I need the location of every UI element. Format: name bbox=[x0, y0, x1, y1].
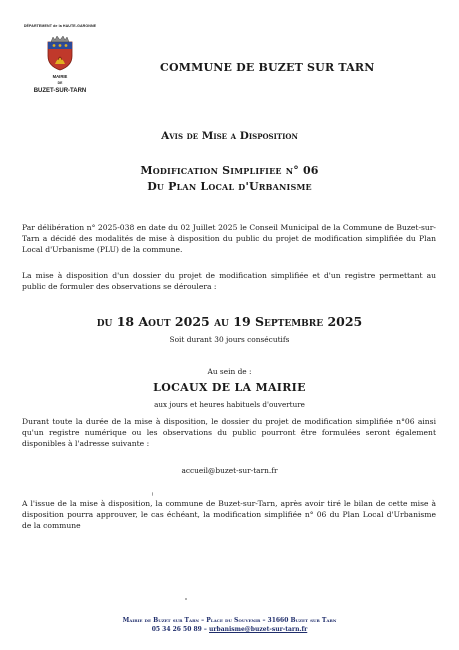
scan-speck bbox=[185, 598, 187, 600]
commune-title: COMMUNE DE BUZET SUR TARN bbox=[160, 61, 375, 74]
footer-address-text: Mairie de Buzet sur Tarn – Place du Souvenir – 31660 Buzet sur Tarn bbox=[122, 617, 337, 624]
location-title: LOCAUX DE LA MAIRIE bbox=[153, 381, 306, 394]
footer-phone: 05 34 26 50 89 – bbox=[151, 626, 210, 633]
de-label: DE bbox=[57, 81, 63, 85]
notice-title: Avis de Mise a Disposition bbox=[161, 130, 298, 142]
scan-speck bbox=[152, 492, 153, 496]
deliberation-paragraph: Par délibération n° 2025-038 en date du 02 Juillet 2025 le Conseil Municipal de la Commune de Buzet-sur-Tarn a décidé des modalités de mise à disposition du public du projet de modification simplifiée du Plan Local d'Urbanisme (PLU) de la commune. bbox=[22, 223, 436, 254]
contact-email: accueil@buzet-sur-tarn.fr bbox=[181, 466, 278, 475]
mairie-logo bbox=[22, 24, 98, 94]
duration-text: Soit durant 30 jours consécutifs bbox=[169, 335, 290, 344]
conclusion-paragraph: A l'issue de la mise à disposition, la commune de Buzet-sur-Tarn, après avoir tiré le bilan de cette mise à disposition pourra approuver, le cas échéant, la modification simplifiée n° 06 du Plan Local d'Urbanisme de la commune bbox=[22, 499, 436, 530]
footer-email-link[interactable]: urbanisme@buzet-sur-tarn.fr bbox=[209, 626, 308, 633]
coat-of-arms-icon bbox=[45, 34, 75, 72]
period-dates: du 18 Aout 2025 au 19 Septembre 2025 bbox=[96, 314, 363, 329]
mairie-label: MAIRIE bbox=[52, 74, 68, 79]
hours-text: aux jours et heures habituels d'ouverture bbox=[154, 400, 305, 409]
footer-contact bbox=[0, 626, 459, 633]
notice-subtitle-line1: Modification Simplifiee n° 06 bbox=[140, 164, 319, 177]
notice-subtitle-line2: Du Plan Local d'Urbanisme bbox=[147, 180, 312, 193]
within-label: Au sein de : bbox=[207, 367, 252, 376]
department-label: DÉPARTEMENT de la HAUTE-GARONNE bbox=[23, 24, 97, 28]
town-label: BUZET-SUR-TARN bbox=[33, 88, 87, 94]
availability-paragraph: La mise à disposition d'un dossier du projet de modification simplifiée et d'un registre permettant au public de formuler des observations se déroulera : bbox=[22, 271, 436, 291]
register-paragraph: Durant toute la durée de la mise à disposition, le dossier du projet de modification simplifiée n°06 ainsi qu'un registre numérique ou les observations du public pourront être formulées seront également disponibles à l'adresse suivante : bbox=[22, 417, 436, 448]
footer-address bbox=[0, 617, 459, 624]
